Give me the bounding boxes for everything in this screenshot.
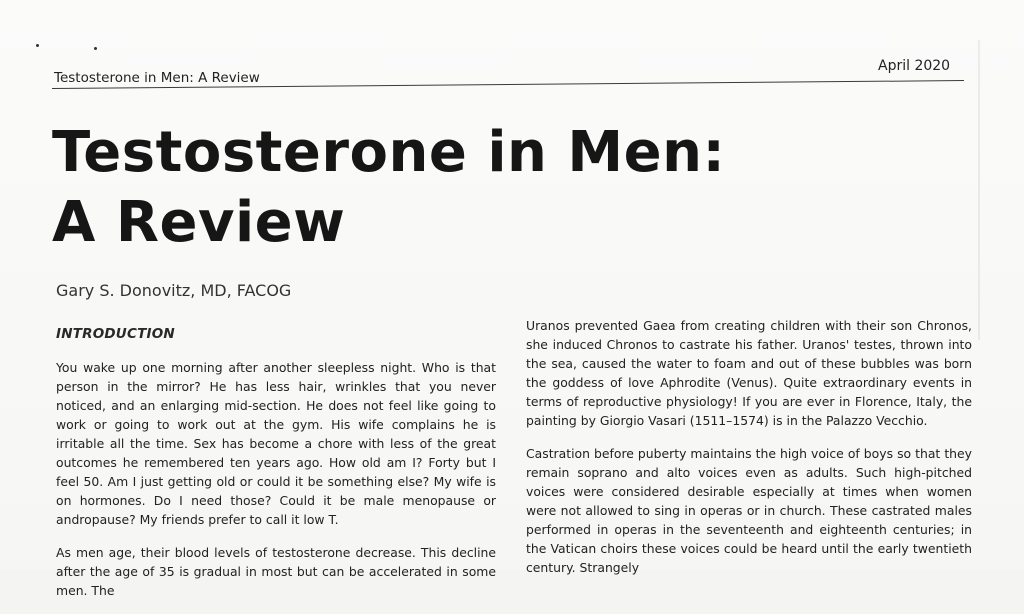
title-line-2: A Review	[52, 190, 346, 255]
title-line-1: Testosterone in Men:	[52, 120, 726, 185]
left-column	[56, 358, 496, 614]
running-header-title: Testosterone in Men: A Review	[54, 70, 260, 86]
article-title	[52, 118, 725, 258]
paragraph: Castration before puberty maintains the high voice of boys so that they remain soprano and alto voices even as adults. Such high-pitched voices were considered desirable especially at times when women were not allowed to sing in operas or in church. These castrated males performed in operas in the seventeenth and eighteenth centuries; in the Vatican choirs these voices could be heard until the early twentieth century. Strangely	[526, 446, 972, 575]
right-column	[526, 316, 972, 591]
scan-speck	[36, 44, 39, 47]
author-byline: Gary S. Donovitz, MD, FACOG	[56, 281, 292, 300]
page-edge-shadow	[978, 40, 980, 340]
section-heading: INTRODUCTION	[56, 326, 175, 342]
issue-date: April 2020	[878, 58, 951, 74]
paragraph: As men age, their blood levels of testosterone decrease. This decline after the age of 35 is gradual in most but can be accelerated in some men. The	[56, 545, 496, 598]
paragraph: You wake up one morning after another sleepless night. Who is that person in the mirror? He has less hair, wrinkles that you never noticed, and an enlarging mid-section. He does not feel like going to work or going to work out at the gym. His wife complains he is irritable all the time. Sex has become a chore with less of the great outcomes he remembered ten years ago. How old am I? Forty but I feel 50. Am I just getting old or could it be something else? My wife is on hormones. Do I need those? Could it be male menopause or andropause? My friends prefer to call it low T.	[56, 360, 496, 527]
paragraph: Uranos prevented Gaea from creating children with their son Chronos, she induced Chronos to castrate his father. Uranos' testes, thrown into the sea, caused the water to foam and out of these bubbles was born the goddess of love Aphrodite (Venus). Quite extraordinary events in terms of reproductive physiology! If you are ever in Florence, Italy, the painting by Giorgio Vasari (1511–1574) is in the Palazzo Vecchio.	[526, 318, 972, 428]
scan-speck	[94, 47, 97, 50]
